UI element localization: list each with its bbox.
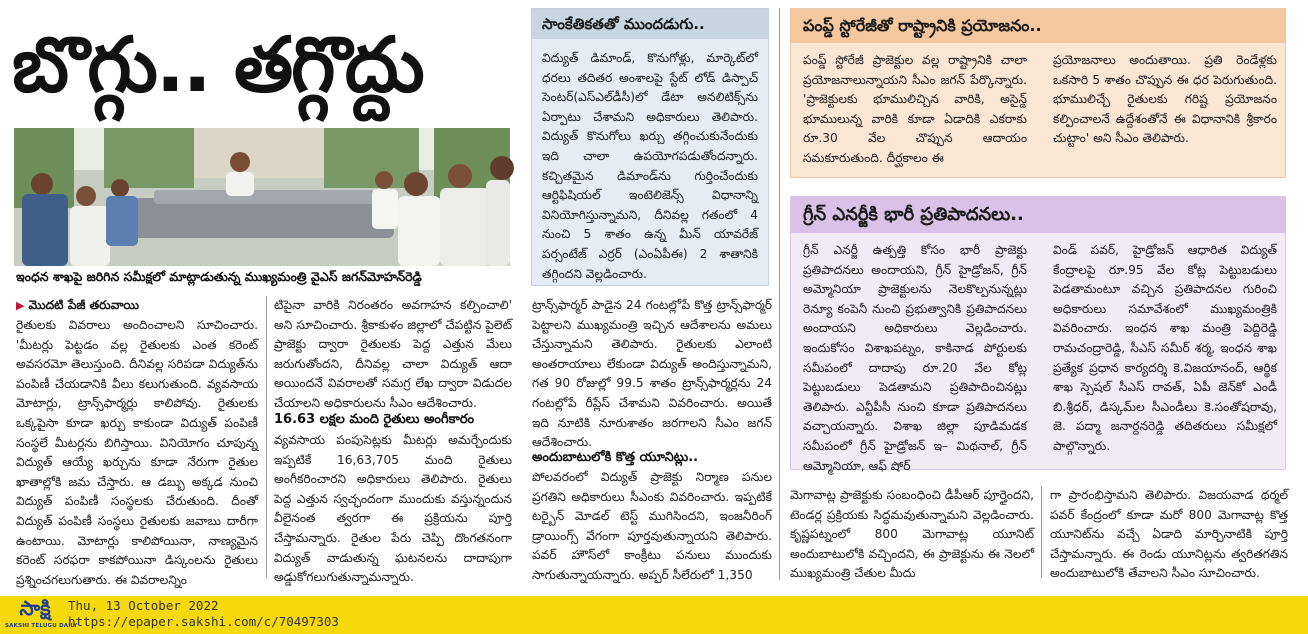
column-5-text: గా ప్రారంభిస్తామని తెలిపారు. విజయవాడ థర్మల్‌ పవర్‌ కేంద్రంలో కూడా మరో 800 మెగావాట్ల కొత్త యూనిట్‌ను వచ్చే ఏడాది మార్చినాటికి పూర్తి చేస్తామన్నారు. ఈ రెండు యూనిట్లను త్వరితగతిన అందుబాటులోకి తేవాలని సీఎం సూచించారు. — [1050, 488, 1288, 581]
sakshi-logo[interactable]: సాక్షి — [19, 596, 51, 620]
column-3-text-top: ట్రాన్స్‌ఫార్మర్‌ పాడైన 24 గంటల్లోపే కొత్త ట్రాన్స్‌ఫార్మర్‌ పెట్టాలని ముఖ్యమంత్రి ఇచ్చిన ఆదేశాలను అమలు చేస్తున్నామని తెలిపారు. రైతులకు ఎలాంటి అంతరాయాలు లేకుండా విద్యుత్‌ అందిస్తున్నామని, గత 90 రోజుల్లో 99.5 శాతం ట్రాన్స్‌ఫార్మర్లను 24 గంటల్లోపే రీప్లేస్‌ చేశామని వివరించారు. అయితే ఇది నూటికి నూరుశాతం జరగాలని సీఎం జగన్‌ ఆదేశించారు. — [532, 298, 772, 450]
green-energy-title: గ్రీన్‌ ఎనర్జీకి భారీ ప్రతిపాదనలు.. — [791, 197, 1285, 233]
column-1-text: రైతులకు వివరాలు అందించాలని సూచించారు. 'మీటర్లు పెట్టడం వల్ల రైతులకు ఎంత కరెంట్‌ అవసరమో తెలుస్తుంది. దీనివల్ల సరిపడా విద్యుత్‌ను పంపిణీ చేయడానికి వీలు కలుగుతుంది. వ్యవసాయ మోటార్లు, ట్రాన్స్‌ఫార్మర్లు కాలిపోవు. రైతులకు ఒక్కపైసా కూడా ఖర్చు కాకుండా విద్యుత్‌ పంపిణీ సంస్థలే మీటర్లను బిగిస్తాయి. వినియోగం చూపున్న విద్యుత్‌ ఆయ్యే ఖర్చును కూడా నేరుగా రైతుల ఖాతాల్లోకి జమ చేస్తారు. ఆ డబ్బు అక్కడ నుంచి విద్యుత్‌ పంపిణీ సంస్థలకు చేరుతుంది. దీంతో విద్యుత్‌ పంపిణీ సంస్థలు రైతులకు జవాబు దారీగా ఉంటాయి. మోటార్లు కాలిపోయినా, నాణ్యమైన కరెంట్‌ సరఫరా కాకపోయినా డిస్కంలను రైతులు ప్రశ్నించగలుగుతారు. ఈ వివరాలన్నిం — [16, 318, 258, 587]
green-energy-text-left: గ్రీన్‌ ఎనర్జీ ఉత్పత్తి కోసం భారీ ప్రాజెక్టు ప్రతిపాదనలు అందాయని, గ్రీన్‌ హైడ్రోజన్, గ్రీన్‌ అమ్మోనియా ప్రాజెక్టులను నెలకొల్పనున్నట్లు రెన్యూ కంపెనీ నుంచి ప్రభుత్వానికి ప్రతిపాదనలు అందాయని అధికారులు వెల్లడించారు. ఇందుకోసం విశాఖపట్నం, కాకినాడ పోర్టులకు సమీపంలో దాదాపు రూ.20 వేల కోట్ల పెట్టుబడులు పెడతామని ప్రతిపాదించినట్లు తెలిపారు. ఎన్టీపీసీ నుంచి కూడా ప్రతిపాదనలు వచ్చాయన్నారు. విశాఖ జిల్లా పూడిమడక సమీపంలో గ్రీన్‌ హైడ్రోజన్‌ ఇ– మిథనాల్, గ్రీన్‌ అమ్మోనియా, ఆఫ్‌ షోర్‌ — [803, 243, 1027, 473]
tech-box-text: విద్యుత్‌ డిమాండ్, కొనుగోళ్లు, మార్కెట్‌లో ధరలు తదితర అంశాలపై స్టేట్‌ లోడ్‌ డిస్పాచ్‌ సెంటర్‌(ఎస్‌ఎల్‌డీసీ)లో డేటా అనలిటిక్స్‌ను ఏర్పాటు చేశామని అధికారులు తెలిపారు. విద్యుత్‌ కొనుగోలు ఖర్చు తగ్గించుకునేందుకు ఇది చాలా ఉపయోగపడుతోందన్నారు. కచ్చితమైన డిమాండ్‌ను గుర్తించేందుకు ఆర్టిఫిషియల్‌ ఇంటెలిజెన్స్‌ విధానాన్ని వినియోగిస్తున్నామని, దీనివల్ల గతంలో 4 నుంచి 5 శాతం ఉన్న మీన్‌ యావరేజ్‌ పర్సంటేజ్‌ ఎర్రర్‌ (ఎంఏపీఈ) 2 శాతానికి తగ్గిందని వెల్లడించారు. — [542, 51, 758, 281]
pump-storage-box — [790, 8, 1286, 178]
column-2-subhead: 16.63 లక్షల మంది రైతులు అంగీకారం — [274, 412, 475, 427]
continued-marker-text: మొదటి పేజీ తరువాయి — [28, 298, 140, 312]
column-3-subhead: అందుబాటులోకి కొత్త యూనిట్లు.. — [532, 450, 699, 465]
tech-box-title: సాంకేతికతతో ముందడుగు.. — [532, 9, 768, 39]
edition-date: Thu, 13 October 2022 — [68, 598, 219, 613]
column-divider — [1041, 486, 1042, 578]
sakshi-logo-subtext: SAKSHI TELUGU DAILY — [5, 623, 78, 629]
triangle-marker-icon: ▶ — [16, 299, 25, 312]
column-3-text-bottom: పోలవరంలో విద్యుత్‌ ప్రాజెక్టు నిర్మాణ పనుల ప్రగతిని అధికారులు సీఎంకు వివరించారు. ఇప్పటికే టర్బైన్‌ మోడల్‌ టెస్ట్‌ ముగిసిందని, ఇంజనీరింగ్‌ డ్రాయింగ్స్‌ వేగంగా పూర్తవుతున్నాయని తెలిపారు. పవర్‌ హౌస్‌లో కాంక్రీటు పనులు ముందుకు సాగుతున్నాయన్నారు. అప్పర్‌ సీలేరులో 1,350 — [532, 470, 772, 582]
column-divider — [779, 8, 780, 580]
pump-storage-text-right: ప్రయోజనాలు అందుతాయి. ప్రతి రెండేళ్లకు ఒకసారి 5 శాతం చొప్పున ఈ ధర పెరుగుతుంది. భూములిచ్చే రైతులకు గరిష్ట ప్రయోజనం కల్పించాలనే ఉద్దేశంతోనే ఈ విధానానికి శ్రీకారం చుట్టాం' అని సీఎం తెలిపారు. — [1053, 53, 1277, 146]
green-energy-box — [790, 196, 1286, 473]
meeting-photo — [14, 128, 510, 266]
continued-marker — [16, 296, 256, 316]
pump-storage-text-left: పంప్డ్‌ స్టోరేజీ ప్రాజెక్టుల వల్ల రాష్ట్రానికి చాలా ప్రయోజనాలున్నాయని సీఎం జగన్‌ పేర్కొన్నారు. 'ప్రాజెక్టులకు భూములిచ్చిన వారికి, అసైన్డ్‌ భూములున్న వారికి కూడా ఏడాదికి ఎకరాకు రూ.30 వేల చొప్పున ఆదాయం సమకూరుతుంది. దీర్ఘకాలం ఈ — [803, 53, 1027, 165]
green-energy-text-right: విండ్‌ పవర్, హైడ్రోజన్‌ ఆధారిత విద్యుత్‌ కేంద్రాలపై రూ.95 వేల కోట్ల పెట్టుబడులు పెడతామంటూ వచ్చిన ప్రతిపాదనల గురించి అధికారులు సమావేశంలో ముఖ్యమంత్రికి వివరించారు. ఇంధన శాఖ మంత్రి పెద్దిరెడ్డి రామచంద్రారెడ్డి, సీఎస్‌ సమీర్‌ శర్మ, ఇంధన శాఖ ప్రత్యేక ప్రధాన కార్యదర్శి కె.విజయానంద్, ఆర్థిక శాఖ స్పెషల్‌ సీఎస్‌ రావత్, ఏపీ జెన్‌కో ఎండీ బి.శ్రీధర్, డిస్కమ్‌ల సీఎండీలు కె.సంతోషరావు, జె. పద్మా జనార్దనరెడ్డి తదితరులు సమీక్షలో పాల్గొన్నారు. — [1053, 243, 1277, 453]
epaper-link[interactable]: https://epaper.sakshi.com/c/70497303 — [68, 614, 339, 629]
photo-caption: ఇంధన శాఖపై జరిగిన సమీక్షలో మాట్లాడుతున్న ముఖ్యమంత్రి వైఎస్‌ జగన్‌మోహన్‌రెడ్డి — [16, 269, 422, 284]
headline: బొగ్గు.. తగ్గొద్దు — [12, 20, 423, 109]
tech-box — [531, 8, 769, 286]
column-2-text-top: టిపైనా వారికి నిరంతరం అవగాహన కల్పించాలి' అని సూచించారు. శ్రీకాకుళం జిల్లాలో చేపట్టిన పైలెట్‌ ప్రాజెక్టు ద్వారా రైతులకు పెద్ద ఎత్తున మేలు జరుగుతోందని, దీనివల్ల చాలా విద్యుత్‌ ఆదా అయిందనే వివరాలతో సమగ్ర లేఖ ద్వారా విడుదల చేయాలని అధికారులను సీఎం ఆదేశించారు. — [274, 298, 512, 410]
column-divider — [266, 296, 267, 578]
pump-storage-title: పంప్డ్‌ స్టోరేజీతో రాష్ట్రానికి ప్రయోజనం.. — [791, 9, 1285, 43]
column-4-text: మెగావాట్ల ప్రాజెక్టుకు సంబంధించి డీపీఆర్‌ పూర్తైందని, టెండర్ల ప్రక్రియకు సిద్ధమవుతున్నామని వెల్లడించారు. కృష్ణపట్నంలో 800 మెగావాట్ల యూనిట్‌ అందుబాటులోకి వచ్చిందని, ఈ ప్రాజెక్టును ఈ నెలలో ముఖ్యమంత్రి చేతుల మీదు — [790, 488, 1034, 581]
column-2-text-bottom: వ్యవసాయ పంపుసెట్లకు మీటర్లు అమర్చేందుకు ఇప్పటికే 16,63,705 మంది రైతులు అంగీకరించారని అధికారులు తెలిపారు. రైతులు పెద్ద ఎత్తున స్వచ్ఛందంగా ముందుకు వస్తున్నందున వీలైనంత త్వరగా ఈ ప్రక్రియను పూర్తి చేస్తామన్నారు. రైతుల పేరు చెప్పి దొంగతనంగా విద్యుత్‌ వాడుతున్న ఘటనలను దాదాపుగా అడ్డుకోగలుగుతున్నామన్నారు. — [274, 433, 512, 585]
